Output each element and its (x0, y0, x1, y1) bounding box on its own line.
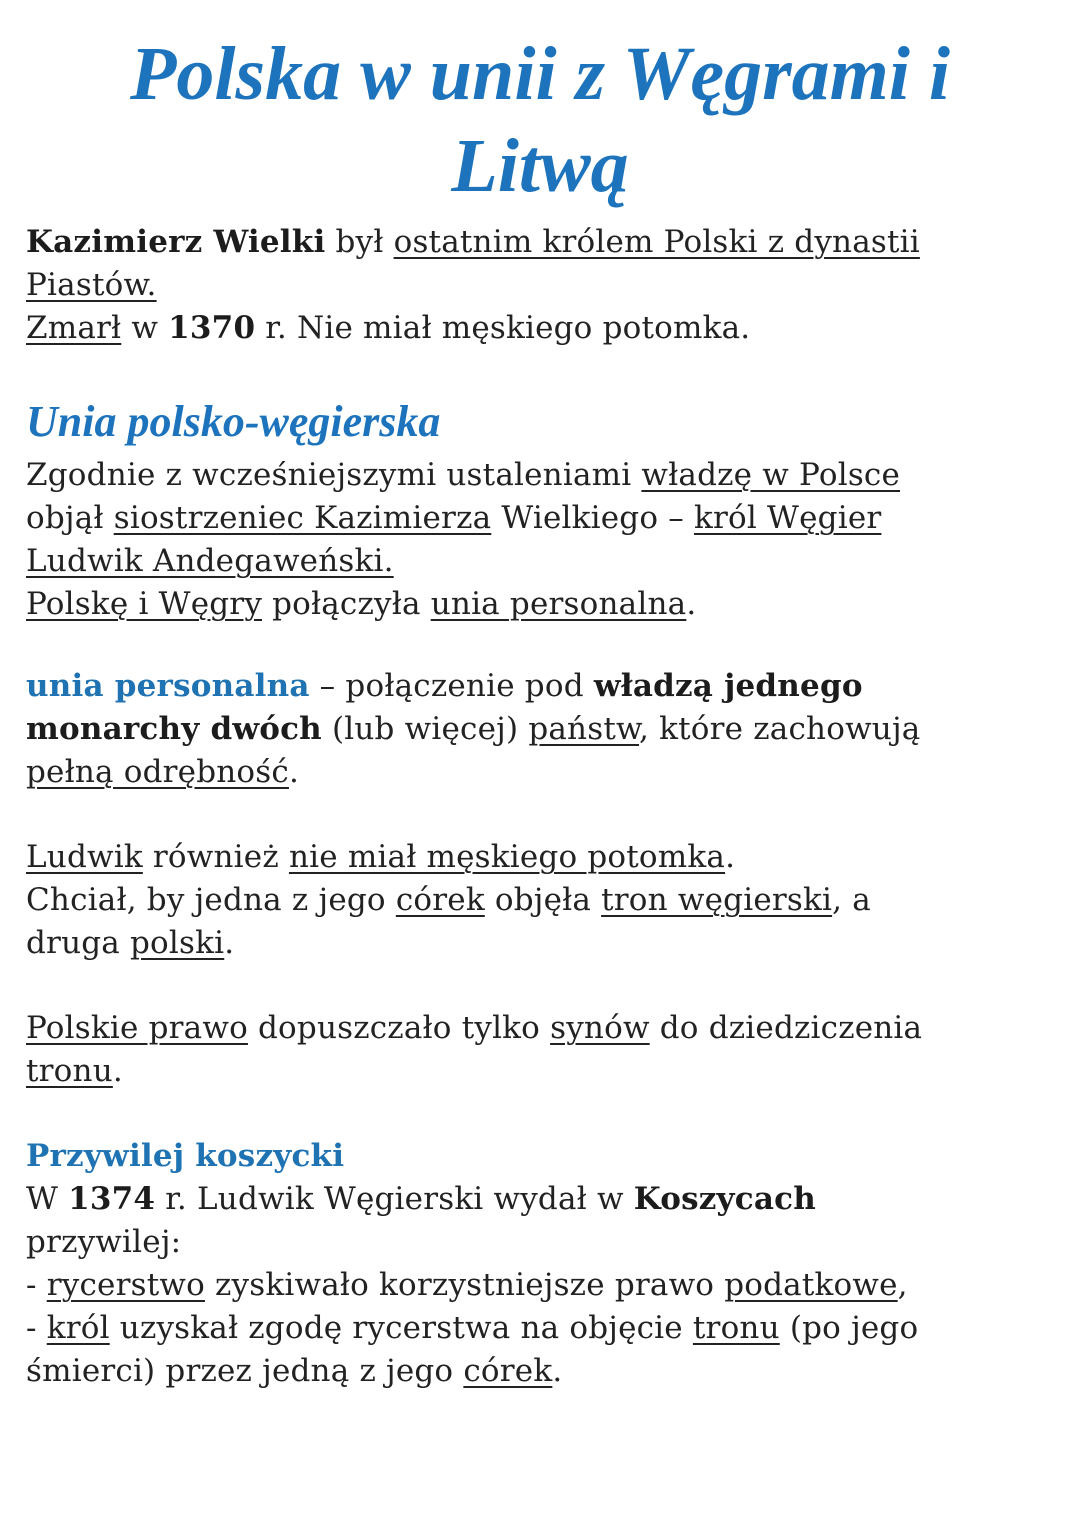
king-name: Kazimierz Wielki (26, 224, 326, 260)
page-title (0, 28, 1080, 212)
privilege-year: 1374 (68, 1181, 156, 1217)
title-line-2: Litwą (451, 124, 629, 208)
title-line-1: Polska w unii z Węgrami i (129, 32, 950, 116)
intro-paragraph: Kazimierz Wielki był ostatnim królem Polski z dynastii Piastów. Zmarł w 1370 r. Nie miał męskiego potomka. (26, 224, 920, 346)
ludwik-paragraph: Ludwik również nie miał męskiego potomka. Chciał, by jedna z jego córek objęła tron węgierski, a druga polski. (26, 839, 871, 961)
section-heading-privilege: Przywilej koszycki (26, 1138, 345, 1174)
union-paragraph: Zgodnie z wcześniejszymi ustaleniami władzę w Polsce objął siostrzeniec Kazimierza Wielkiego – król Węgier Ludwik Andegaweński. Polskę i Węgry połączyła unia personalna. (26, 457, 901, 622)
death-year: 1370 (168, 310, 256, 346)
section-heading-union: Unia polsko-węgierska (26, 397, 441, 446)
privilege-section: Przywilej koszycki W 1374 r. Ludwik Węgierski wydał w Koszycach przywilej: - rycerstwo zyskiwało korzystniejsze prawo podatkowe, - król uzyskał zgodę rycerstwa na objęcie tronu (po jego śmierci) przez jedną z jego córek. (26, 1138, 919, 1389)
definition-paragraph: unia personalna – połączenie pod władzą jednego monarchy dwóch (lub więcej) państw, które zachowują pełną odrębność. (26, 668, 921, 790)
law-paragraph: Polskie prawo dopuszczało tylko synów do dziedziczenia tronu. (26, 1010, 923, 1089)
last-king-phrase: ostatnim królem Polski z dynastii (393, 224, 920, 260)
definition-term: unia personalna (26, 668, 310, 704)
